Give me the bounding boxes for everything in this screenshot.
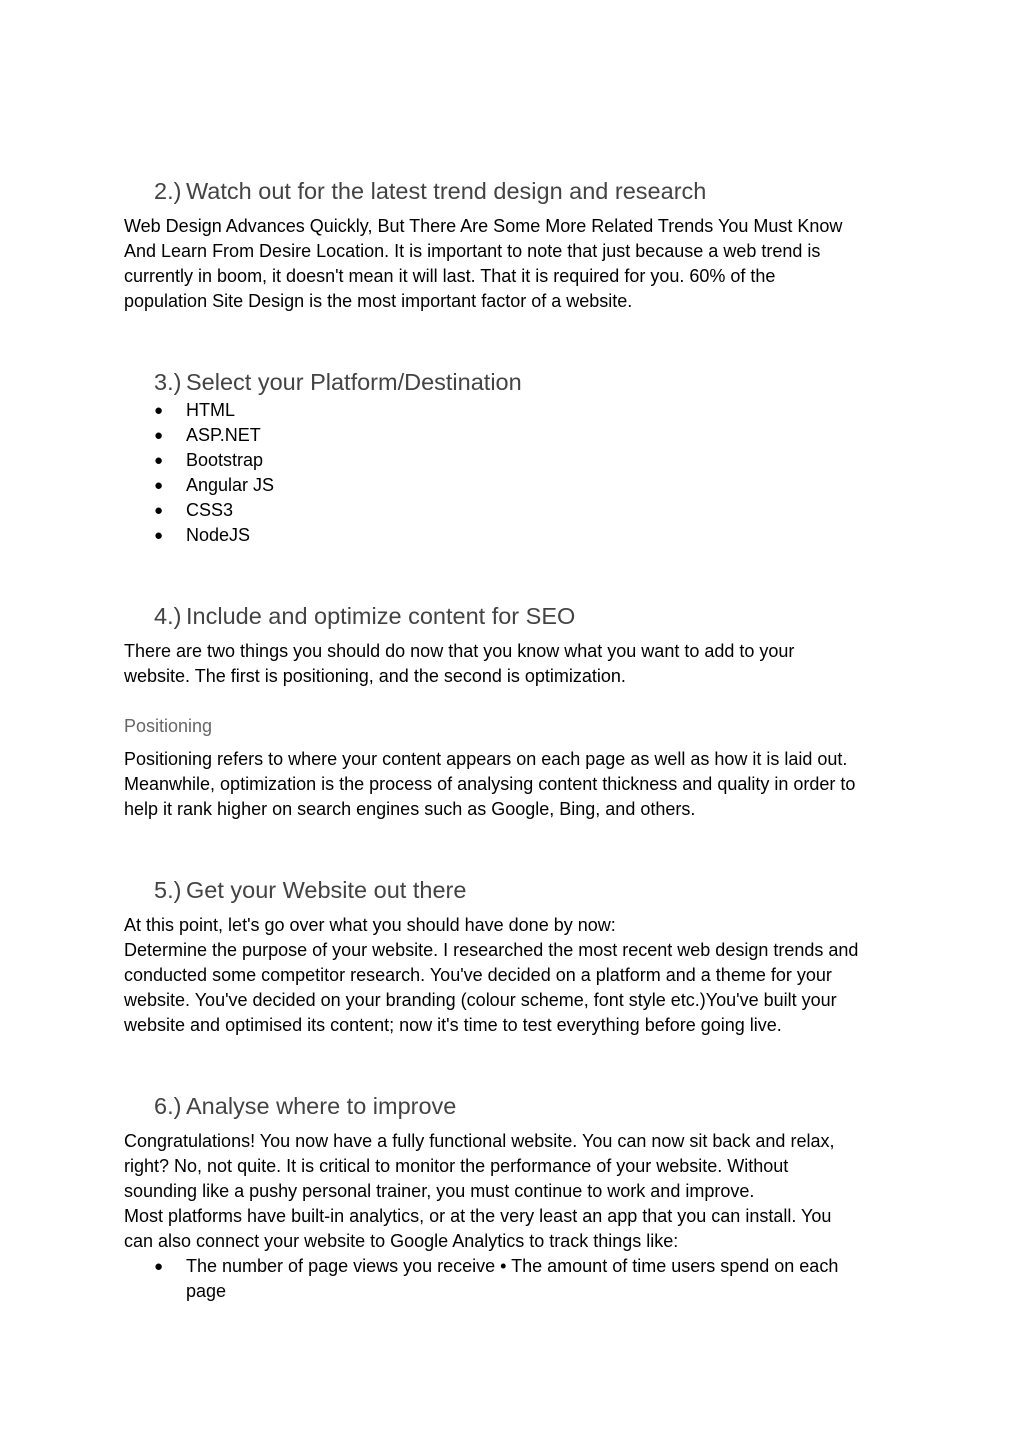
- paragraph-line: Congratulations! You now have a fully functional website. You can now sit back and relax,: [124, 1131, 835, 1151]
- section-5-number: 5.): [154, 877, 182, 903]
- bullet-icon: ●: [154, 502, 164, 519]
- list-item: [124, 523, 274, 548]
- list-item-line: page: [186, 1281, 227, 1301]
- section-3-title: Select your Platform/Destination: [186, 369, 522, 395]
- paragraph-line: sounding like a pushy personal trainer, you must continue to work and improve.: [124, 1181, 755, 1201]
- section-6-heading: [154, 1092, 456, 1120]
- section-2-paragraph: [124, 214, 904, 314]
- section-4-paragraph: [124, 639, 904, 689]
- section-6-number: 6.): [154, 1093, 182, 1119]
- paragraph-line: currently in boom, it doesn't mean it will last. That it is required for you. 60% of the: [124, 266, 776, 286]
- list-item: [124, 1254, 838, 1304]
- list-item: [124, 423, 274, 448]
- bullet-icon: ●: [154, 452, 164, 469]
- paragraph-line: And Learn From Desire Location. It is important to note that just because a web trend is: [124, 241, 821, 261]
- bullet-icon: ●: [154, 402, 164, 419]
- list-item-label: ASP.NET: [186, 425, 261, 445]
- paragraph-line: Positioning refers to where your content appears on each page as well as how it is laid out.: [124, 749, 848, 769]
- paragraph-line: website. The first is positioning, and the second is optimization.: [124, 666, 626, 686]
- section-5-paragraph: [124, 913, 904, 1038]
- paragraph-line: help it rank higher on search engines such as Google, Bing, and others.: [124, 799, 696, 819]
- paragraph-line: Determine the purpose of your website. I researched the most recent web design trends and: [124, 940, 859, 960]
- paragraph-line: Meanwhile, optimization is the process of analysing content thickness and quality in order to: [124, 774, 856, 794]
- section-3-heading: [154, 368, 522, 396]
- bullet-icon: ●: [154, 427, 164, 444]
- list-item-label: HTML: [186, 400, 235, 420]
- section-3-number: 3.): [154, 369, 182, 395]
- bullet-icon: ●: [154, 527, 164, 544]
- bullet-icon: ●: [154, 477, 164, 494]
- paragraph-line: At this point, let's go over what you should have done by now:: [124, 915, 616, 935]
- list-item-label: CSS3: [186, 500, 234, 520]
- paragraph-line: Web Design Advances Quickly, But There Are Some More Related Trends You Must Know: [124, 216, 843, 236]
- list-item: [124, 448, 274, 473]
- section-6-title: Analyse where to improve: [186, 1093, 457, 1119]
- section-2-title: Watch out for the latest trend design and research: [186, 178, 707, 204]
- paragraph-line: can also connect your website to Google Analytics to track things like:: [124, 1231, 679, 1251]
- section-4-heading: [154, 602, 575, 630]
- list-item-line: The number of page views you receive • The amount of time users spend on each: [186, 1256, 839, 1276]
- section-4-title: Include and optimize content for SEO: [186, 603, 576, 629]
- section-5-title: Get your Website out there: [186, 877, 467, 903]
- analytics-list: [124, 1254, 838, 1304]
- section-5-heading: [154, 876, 466, 904]
- section-2-number: 2.): [154, 178, 182, 204]
- paragraph-line: website. You've decided on your branding (colour scheme, font style etc.)You've built your: [124, 990, 837, 1010]
- section-4-number: 4.): [154, 603, 182, 629]
- section-6-paragraph: [124, 1129, 904, 1254]
- paragraph-line: conducted some competitor research. You've decided on a platform and a theme for your: [124, 965, 832, 985]
- bullet-icon: ●: [154, 1258, 164, 1275]
- paragraph-line: right? No, not quite. It is critical to monitor the performance of your website. Without: [124, 1156, 789, 1176]
- platform-list: [124, 398, 274, 548]
- paragraph-line: There are two things you should do now that you know what you want to add to your: [124, 641, 795, 661]
- paragraph-line: Most platforms have built-in analytics, or at the very least an app that you can install. You: [124, 1206, 832, 1226]
- section-2-heading: [154, 177, 706, 205]
- list-item-label: Angular JS: [186, 475, 275, 495]
- positioning-subheading: Positioning: [124, 716, 213, 736]
- paragraph-line: population Site Design is the most important factor of a website.: [124, 291, 633, 311]
- paragraph-line: website and optimised its content; now it's time to test everything before going live.: [124, 1015, 782, 1035]
- list-item: [124, 398, 274, 423]
- list-item: [124, 498, 274, 523]
- positioning-paragraph: [124, 747, 904, 822]
- list-item-label: NodeJS: [186, 525, 251, 545]
- list-item-label: Bootstrap: [186, 450, 264, 470]
- list-item: [124, 473, 274, 498]
